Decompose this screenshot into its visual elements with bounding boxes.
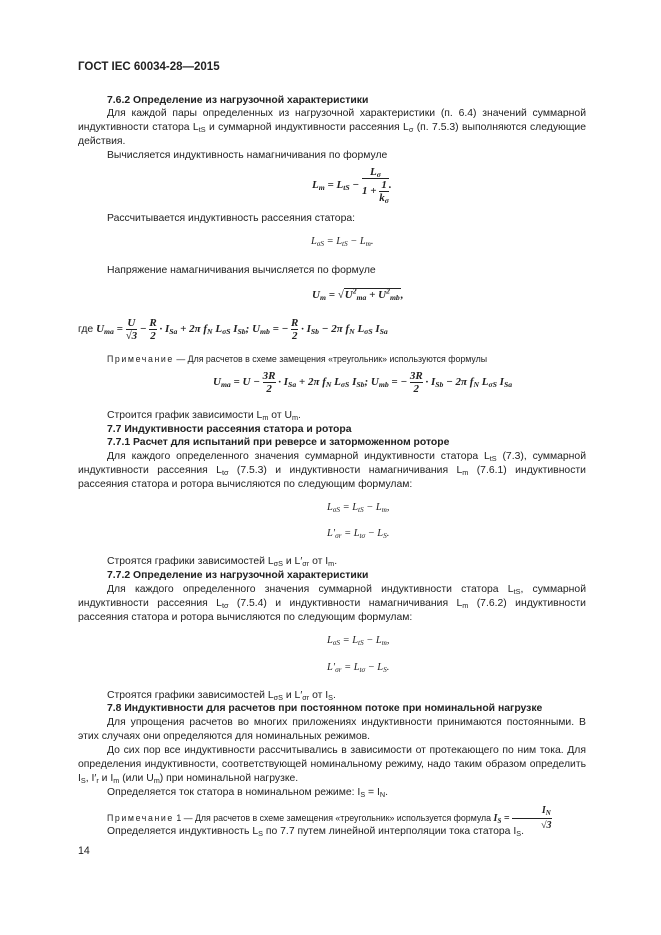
section-7-7-2-heading: 7.7.2 Определение из нагрузочной характеристики <box>107 570 369 581</box>
section-7-7-1-paragraph: Для каждого определенного значения суммарной индуктивности статора $L_{tS}$ (7.3), суммарной индуктивности рассеяния $L_{t\sigma}$ (7.5.3) и индуктивности намагничивания $L_m$ (7.6.1) индуктивности рассеяния статора и ротора вычисляются по следующим формулам: <box>78 451 587 490</box>
note-triangle-formulas: Примечание — Для расчетов в схеме замещения «треугольник» используются формулы <box>107 354 488 364</box>
section-7-6-2-paragraph-1: Для каждой пары определенных из нагрузочной характеристики (п. 6.4) значений суммарной индуктивности статора $L_{tS}$ и суммарной индуктивности рассеяния $L_\sigma$ (п. 7.5.3) выполняются следующие действия. <box>78 108 586 147</box>
stator-leakage-intro: Рассчитывается индуктивность рассеяния статора: <box>107 213 356 224</box>
formula-rotor-leakage-7-7-2: $L'_{\sigma r} = L_{t\sigma} - L_S$. <box>327 662 390 674</box>
formula-stator-leakage-7-7-2: $L_{\sigma S} = L_{tS} - L_m$, <box>327 635 390 647</box>
page-number: 14 <box>78 845 90 857</box>
formula-stator-leakage: $L_{\sigma S} = L_{tS} - L_m$. <box>311 236 374 248</box>
section-7-8-paragraph-1: Для упрощения расчетов во многих приложениях индуктивности принимаются постоянными. В этих случаях они определяются для номинальных режимов. <box>78 717 586 742</box>
section-7-6-2-heading: 7.6.2 Определение из нагрузочной характеристики <box>107 95 369 106</box>
note-1-triangle-formula: Примечание 1 — Для расчетов в схеме замещения «треугольник» используется формула $I_S$ = $\frac{I_N}{√3}$ <box>107 805 552 831</box>
formula-triangle-voltage: $U_{ma} = U$ − $\frac{3R}{2}$ · $I_{Sa} + 2\pi$ $f_N$ $L_{\sigma S}$ $I_{Sb}$; $U_{mb}$ = − $\frac{3R}{2}$ · $I_{Sb} - 2\pi$ $f_N$ $L_{\sigma S}$ $I_{Sa}$ <box>213 370 513 395</box>
formula-rotor-leakage-7-7-1: $L'_{\sigma r} = L_{t\sigma} - L_S$. <box>327 528 390 540</box>
formula-magnetizing-voltage: $U_m = √U^2_{ma} + U^2_{mb}$, <box>312 286 404 302</box>
formula-stator-leakage-7-7-1: $L_{\sigma S} = L_{tS} - L_m$, <box>327 502 390 514</box>
plot-leakage-vs-current: Строятся графики зависимостей $L_{\sigma S}$ и $L'_{\sigma r}$ от $I_m$. <box>107 556 338 568</box>
plot-lm-vs-um: Строится график зависимости $L_m$ от $U_m$. <box>107 410 301 422</box>
magnetizing-formula-intro: Вычисляется индуктивность намагничивания по формуле <box>107 150 388 161</box>
stator-current-nominal: Определяется ток статора в номинальном режиме: $I_S = I_N$. <box>107 787 389 799</box>
magnetizing-voltage-intro: Напряжение намагничивания вычисляется по формуле <box>107 265 376 276</box>
section-7-7-2-paragraph: Для каждого определенного значения суммарной индуктивности статора $L_{tS}$, суммарной индуктивности рассеяния $L_{t\sigma}$ (7.5.4) и индуктивности намагничивания $L_m$ (7.6.2) индуктивности рассеяния статора и ротора вычисляются по следующим формулам: <box>78 584 587 623</box>
section-7-7-heading: 7.7 Индуктивности рассеяния статора и ротора <box>107 424 352 435</box>
section-7-8-paragraph-2: До сих пор все индуктивности рассчитывались в зависимости от протекающего по ним тока. Для определения индуктивности, соответствующей номинальному режиму, надо таким образом определить $I_S$, $I'_r$ и $I_m$ (или $U_m$) при номинальной нагрузке. <box>78 745 586 785</box>
formula-magnetizing-inductance: $L_m = L_{tS}$ − $L_\sigma$ 1 + $\frac{1}{k_\sigma}$ . <box>312 166 392 205</box>
section-7-7-1-heading: 7.7.1 Расчет для испытаний при реверсе и заторможенном роторе <box>107 437 450 448</box>
where-line: где $U_{ma}$ = $\frac{U}{√3}$ − $\frac{R}{2}$ · $I_{Sa} + 2\pi$ $f_N$ $L_{\sigma S}$ $I_{Sb}$; $U_{mb}$ = − $\frac{R}{2}$ · $I_{Sb} - 2\pi$ $f_N$ $L_{\sigma S}$ $I_{Sa}$ <box>78 317 388 342</box>
plot-leakage-vs-stator-current: Строятся графики зависимостей $L_{\sigma S}$ и $L'_{\sigma r}$ от $I_S$. <box>107 690 336 702</box>
section-7-8-paragraph-4: Определяется индуктивность $L_S$ по 7.7 путем линейной интерполяции тока статора $I_S$. <box>107 826 524 838</box>
section-7-8-heading: 7.8 Индуктивности для расчетов при постоянном потоке при номинальной нагрузке <box>107 703 543 714</box>
standard-header: ГОСТ IEC 60034-28—2015 <box>78 61 220 73</box>
